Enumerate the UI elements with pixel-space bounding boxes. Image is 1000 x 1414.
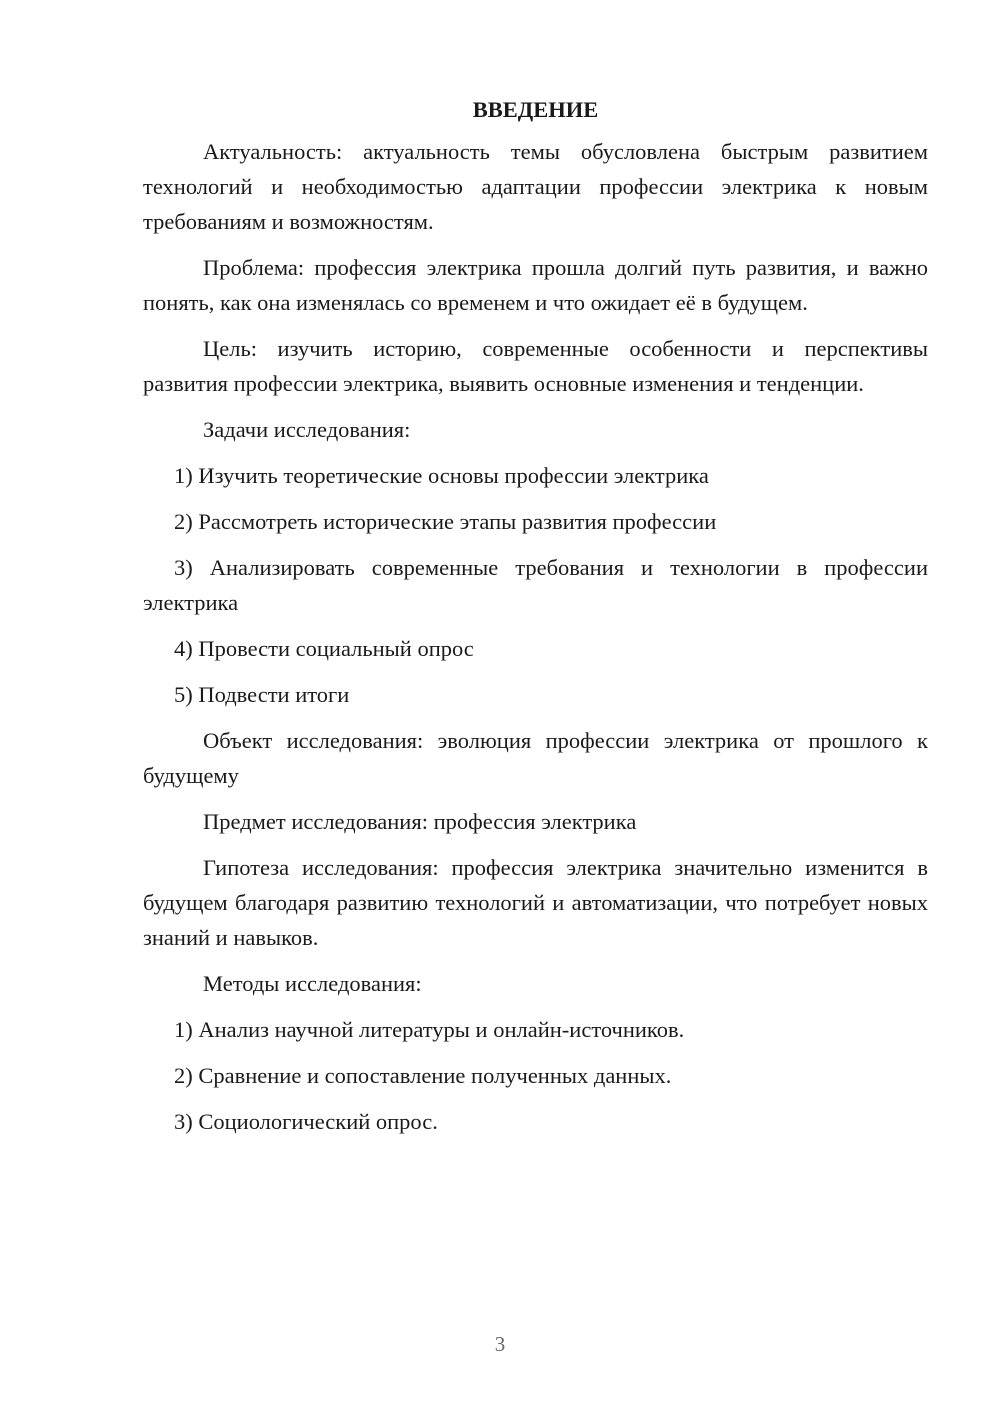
method-item: 2) Сравнение и сопоставление полученных данных.: [174, 1063, 672, 1088]
section-title: ВВЕДЕНИЕ: [472, 97, 599, 122]
goal-paragraph: Цель: изучить историю, современные особенности и перспективы развития профессии электрика, выявить основные изменения и тенденции.: [143, 336, 928, 396]
task-item: 1) Изучить теоретические основы профессии электрика: [174, 463, 709, 488]
document-page: [143, 92, 928, 1150]
page-number: 3: [494, 1332, 506, 1356]
task-item: 3) Анализировать современные требования и технологии в профессии электрика: [143, 555, 928, 615]
method-item: 3) Социологический опрос.: [174, 1109, 438, 1134]
task-item: 4) Провести социальный опрос: [174, 636, 474, 661]
problem-paragraph: Проблема: профессия электрика прошла долгий путь развития, и важно понять, как она изменялась со временем и что ожидает её в будущем.: [143, 255, 928, 315]
subject-paragraph: Предмет исследования: профессия электрика: [203, 809, 637, 834]
relevance-paragraph: Актуальность: актуальность темы обусловлена быстрым развитием технологий и необходимостью адаптации профессии электрика к новым требованиям и возможностям.: [143, 139, 928, 234]
task-item: 5) Подвести итоги: [174, 682, 350, 707]
hypothesis-paragraph: Гипотеза исследования: профессия электрика значительно изменится в будущем благодаря развитию технологий и автоматизации, что потребует новых знаний и навыков.: [143, 855, 928, 950]
methods-heading: Методы исследования:: [203, 971, 422, 996]
object-paragraph: Объект исследования: эволюция профессии электрика от прошлого к будущему: [143, 728, 928, 788]
tasks-heading: Задачи исследования:: [203, 417, 411, 442]
method-item: 1) Анализ научной литературы и онлайн-источников.: [174, 1017, 685, 1042]
task-item: 2) Рассмотреть исторические этапы развития профессии: [174, 509, 717, 534]
